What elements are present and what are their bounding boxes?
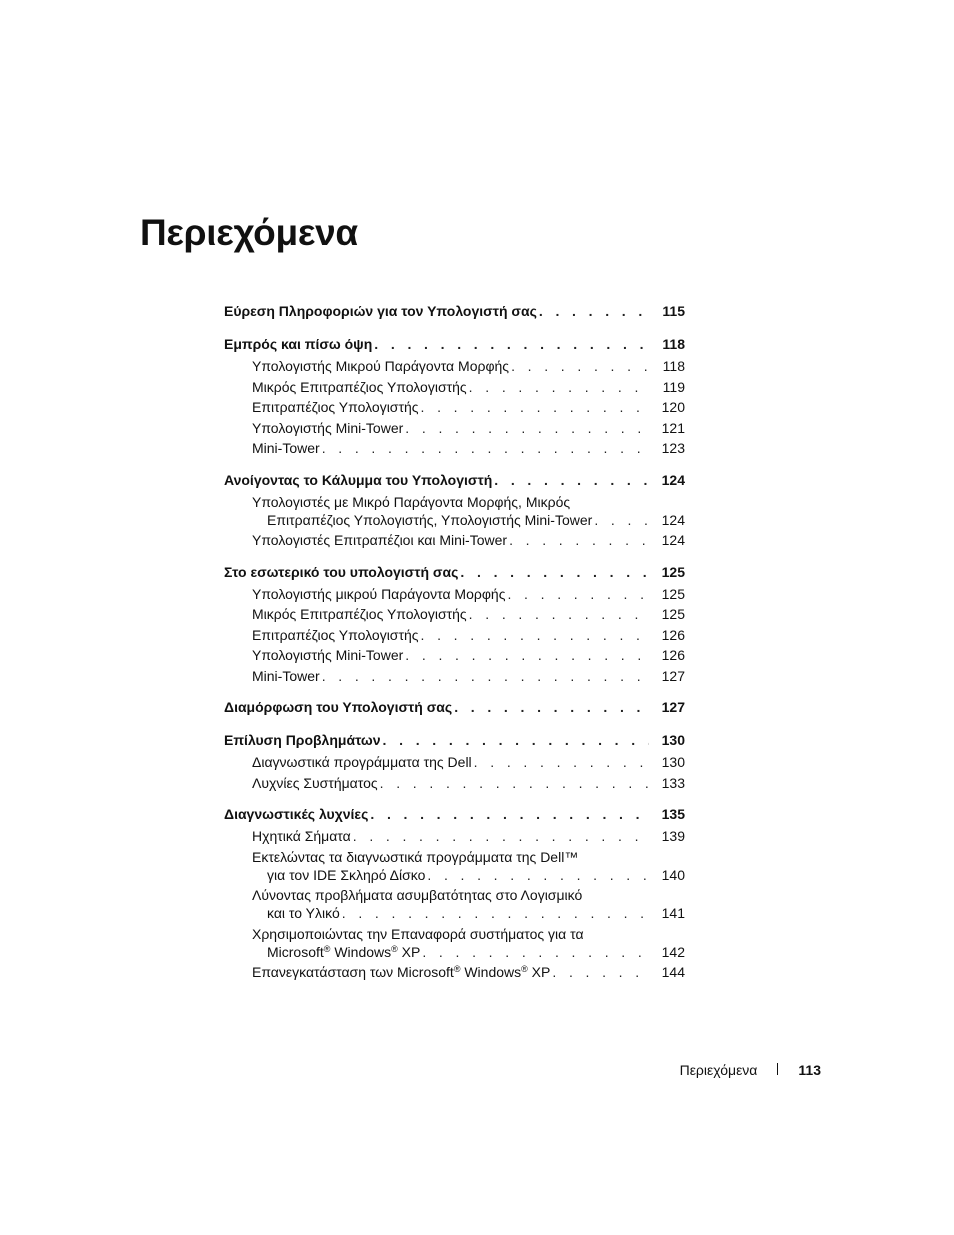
toc-entry-page-number: 126 [661, 647, 685, 663]
dot-leader [383, 731, 649, 749]
toc-section-title-row[interactable] [224, 731, 685, 753]
dot-leader [421, 398, 649, 416]
toc-section-title-text: Επίλυση Προβλημάτων [224, 732, 381, 748]
toc-entry-page-number: 124 [661, 532, 685, 548]
toc-entry[interactable] [224, 493, 685, 532]
toc-entry-page-number: 125 [661, 606, 685, 622]
toc-entry-first-line: Χρησιμοποιώντας την Επαναφορά συστήματος για τα [252, 925, 584, 942]
dot-leader [494, 471, 649, 489]
toc-section-title-text: Διαγνωστικές λυχνίες [224, 806, 369, 822]
toc-section-title-row[interactable] [224, 335, 685, 357]
toc-entry-row [224, 904, 685, 925]
toc-entry-row[interactable] [224, 667, 685, 688]
toc-entry[interactable] [224, 886, 685, 925]
toc-section-title-row[interactable] [224, 698, 685, 720]
toc-entry-row[interactable] [224, 378, 685, 399]
toc-entry-text: Microsoft® Windows® XP [267, 943, 421, 960]
toc-entry-row[interactable] [224, 753, 685, 774]
page-title: Περιεχόμενα [140, 212, 358, 253]
dot-leader [460, 563, 649, 581]
toc-section-title-page-number: 130 [661, 732, 685, 748]
toc-entry-first-line: Εκτελώντας τα διαγνωστικά προγράμματα της Dell™ [252, 848, 579, 865]
toc-entry-page-number: 130 [661, 754, 685, 770]
toc-entry-page-number: 125 [661, 585, 685, 602]
toc-entry-page-number: 139 [661, 828, 685, 844]
toc-section [224, 471, 685, 552]
dot-leader [322, 439, 649, 457]
dot-leader [370, 805, 649, 823]
toc-entry-text: Υπολογιστής μικρού Παράγοντα Μορφής [252, 585, 506, 602]
dot-leader [342, 904, 649, 922]
toc-entry-page-number: 140 [661, 866, 685, 883]
toc-entry-first-line: Λύνοντας προβλήματα ασυμβατότητας στο Λογισμικό [252, 887, 583, 903]
toc-section [224, 731, 685, 794]
toc-section-title-page-number: 124 [661, 471, 685, 488]
toc-entry-text: Υπολογιστές Επιτραπέζιοι και Mini-Tower [252, 532, 508, 548]
toc-entry-page-number: 141 [661, 905, 685, 921]
footer-label: Περιεχόμενα [679, 1062, 758, 1078]
toc-entry-page-number: 142 [661, 943, 685, 960]
toc-section-title-row[interactable] [224, 471, 685, 493]
dot-leader [380, 774, 649, 792]
toc-entry-row[interactable] [224, 419, 685, 440]
dot-leader [474, 753, 649, 771]
toc-entry-page-number: 124 [661, 511, 685, 528]
toc-entry-page-number: 120 [661, 399, 685, 415]
footer-divider [777, 1063, 778, 1075]
toc-entry-row [224, 511, 685, 532]
toc-entry-text: Μικρός Επιτραπέζιος Υπολογιστής [252, 606, 467, 622]
toc-entry-text: Mini-Tower [252, 667, 320, 684]
dot-leader [422, 943, 649, 961]
toc-entry-page-number: 123 [661, 440, 685, 456]
table-of-contents [224, 302, 685, 995]
toc-entry-row[interactable] [224, 626, 685, 647]
toc-section-title-page-number: 118 [662, 336, 685, 352]
toc-entry[interactable] [224, 848, 685, 887]
dot-leader [509, 531, 649, 549]
toc-section-title-text: Εμπρός και πίσω όψη [224, 336, 373, 352]
toc-section [224, 698, 685, 720]
toc-entry-page-number: 144 [661, 964, 685, 980]
dot-leader [469, 605, 649, 623]
toc-entry-text: Υπολογιστής Mini-Tower [252, 419, 404, 436]
dot-leader [421, 626, 649, 644]
toc-entry-text: Επιτραπέζιος Υπολογιστής [252, 626, 419, 643]
dot-leader [405, 419, 649, 437]
toc-entry-row[interactable] [224, 398, 685, 419]
toc-section-title-text: Εύρεση Πληροφοριών για τον Υπολογιστή σας [224, 303, 537, 319]
toc-entry-text: Λυχνίες Συστήματος [252, 774, 378, 791]
toc-section-title-row[interactable] [224, 302, 685, 324]
page-footer [680, 1062, 821, 1078]
toc-entry-row[interactable] [224, 357, 685, 378]
dot-leader [405, 646, 649, 664]
dot-leader [507, 585, 649, 603]
dot-leader [374, 335, 649, 353]
toc-section [224, 563, 685, 688]
toc-entry-row[interactable] [224, 585, 685, 606]
toc-entry-page-number: 118 [662, 358, 685, 374]
toc-entry-row [224, 866, 685, 887]
toc-section-title-text: Διαμόρφωση του Υπολογιστή σας [224, 699, 453, 715]
toc-entry-text: Υπολογιστής Μικρού Παράγοντα Μορφής [252, 358, 510, 374]
dot-leader [353, 827, 649, 845]
toc-entry-text: για τον IDE Σκληρό Δίσκο [267, 866, 426, 883]
toc-section-title-text: Στο εσωτερικό του υπολογιστή σας [224, 563, 459, 580]
toc-section-title-page-number: 115 [662, 303, 685, 319]
toc-entry-page-number: 133 [661, 774, 685, 791]
toc-entry-row[interactable] [224, 646, 685, 667]
toc-section [224, 335, 685, 460]
dot-leader [511, 357, 649, 375]
toc-section-title-page-number: 125 [661, 563, 685, 580]
toc-entry-text: Υπολογιστής Mini-Tower [252, 647, 404, 663]
toc-entry-text: Επιτραπέζιος Υπολογιστής [252, 399, 419, 415]
dot-leader [454, 698, 649, 716]
dot-leader [469, 378, 649, 396]
toc-entry-row [224, 943, 685, 964]
toc-entry-row[interactable] [224, 605, 685, 626]
dot-leader [594, 511, 649, 529]
toc-section-title-page-number: 135 [661, 806, 685, 822]
toc-section-title-row[interactable] [224, 805, 685, 827]
toc-entry-text: και το Υλικό [267, 905, 340, 921]
toc-section [224, 805, 685, 984]
toc-section-title-page-number: 127 [661, 699, 685, 715]
toc-entry[interactable] [224, 925, 685, 964]
toc-entry-row[interactable] [224, 774, 685, 795]
toc-entry-row[interactable] [224, 963, 685, 984]
toc-entry-text: Ηχητικά Σήματα [252, 828, 351, 844]
toc-entry-text: Διαγνωστικά προγράμματα της Dell [252, 754, 472, 770]
toc-entry-page-number: 127 [661, 667, 685, 684]
dot-leader [539, 302, 649, 320]
toc-entry-row[interactable] [224, 827, 685, 848]
toc-entry-row[interactable] [224, 439, 685, 460]
toc-entry-text: Επιτραπέζιος Υπολογιστής, Υπολογιστής Mini-Tower [267, 511, 593, 528]
toc-entry-page-number: 126 [661, 626, 685, 643]
toc-entry-page-number: 119 [662, 378, 685, 395]
dot-leader [322, 667, 649, 685]
dot-leader [552, 963, 649, 981]
toc-entry-first-line: Υπολογιστές με Μικρό Παράγοντα Μορφής, Μικρός [252, 493, 571, 510]
dot-leader [427, 866, 649, 884]
toc-entry-text: Μικρός Επιτραπέζιος Υπολογιστής [252, 378, 467, 395]
toc-entry-page-number: 121 [661, 419, 685, 436]
toc-section [224, 302, 685, 324]
toc-entry-row[interactable] [224, 531, 685, 552]
toc-entry-text: Mini-Tower [252, 440, 320, 456]
toc-section-title-row[interactable] [224, 563, 685, 585]
toc-entry-text: Επανεγκατάσταση των Microsoft® Windows® XP [252, 964, 551, 980]
toc-section-title-text: Ανοίγοντας το Κάλυμμα του Υπολογιστή [224, 471, 493, 488]
footer-page-number: 113 [798, 1062, 821, 1078]
